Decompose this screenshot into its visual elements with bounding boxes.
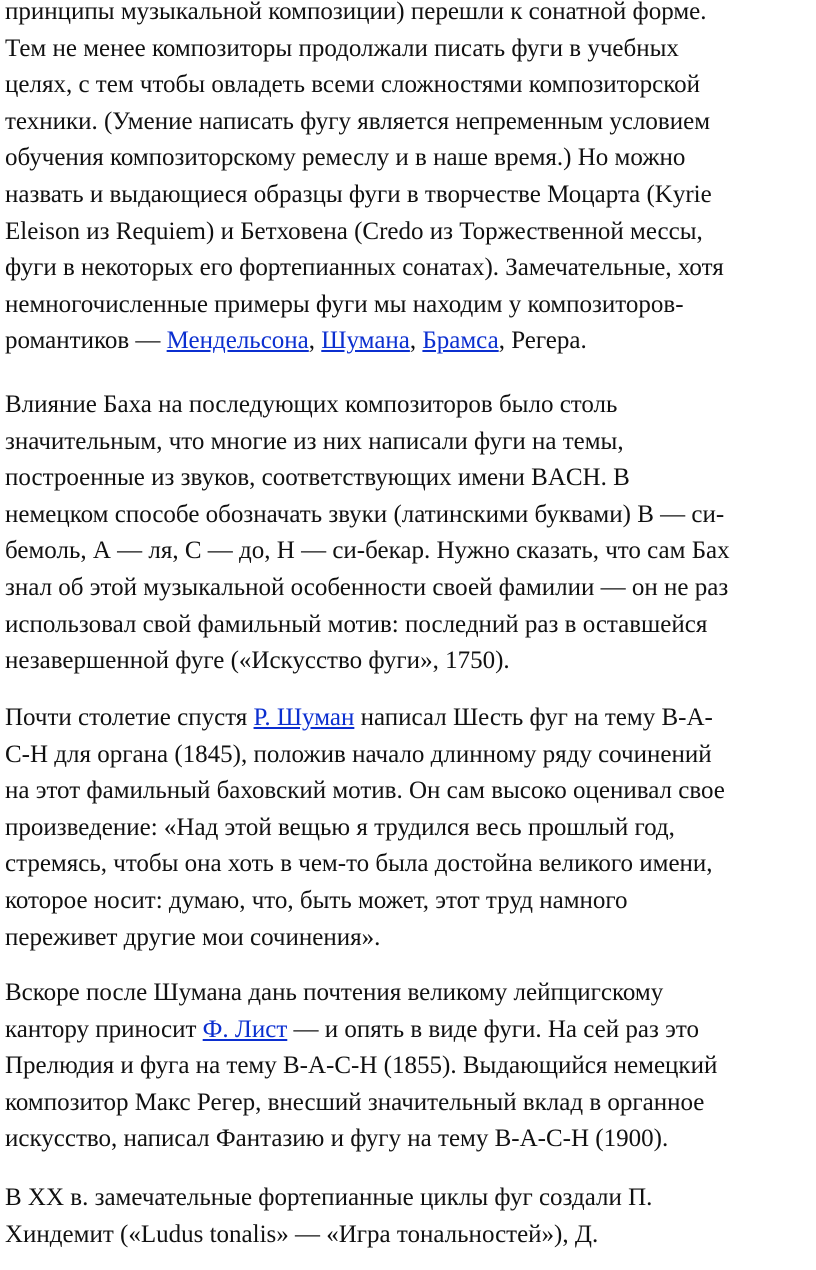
text-line: Тем не менее композиторы продолжали писать фуги в учебных [5,34,679,62]
text-line: принципы музыкальной композиции) перешли к сонатной форме. [5,0,707,25]
text-fragment: , Регера. [498,327,587,355]
text-line: использовал свой фамильный мотив: последний раз в оставшейся [5,610,708,638]
text-line: назвать и выдающиеся образцы фуги в творчестве Моцарта (Kyrie [5,180,712,208]
text-fragment: , [409,327,423,355]
paragraph-twentieth-century [0,1180,652,1253]
text-line: значительным, что многие из них написали фуги на темы, [5,427,624,455]
text-line: знал об этой музыкальной особенности своей фамилии — он не раз [5,573,729,601]
text-line: переживет другие мои сочинения». [5,923,381,951]
text-line-with-link [5,700,725,737]
text-fragment: , [308,327,322,355]
link-mendelssohn[interactable]: Мендельсона [166,327,309,355]
text-line-romantics [5,323,724,360]
text-line: В XX в. замечательные фортепианные циклы фуг создали П. [5,1184,653,1211]
text-fragment: романтиков — [5,327,167,355]
text-line: немногочисленные примеры фуги мы находим у композиторов- [5,290,684,318]
paragraph-fugue-tradition [0,0,724,360]
text-line: Eleison из Requiem) и Бетховена (Credo из Торжественной мессы, [5,217,703,245]
text-line: Влияние Баха на последующих композиторов было столь [5,391,618,418]
text-fragment: кантору приносит [5,1015,203,1043]
text-line: построенные из звуков, соответствующих имени BACH. В [5,464,630,492]
text-fragment: Почти столетие спустя [5,704,254,731]
text-line: целях, с тем чтобы овладеть всеми сложностями композиторской [5,71,701,99]
text-line: стремясь, чтобы она хоть в чем-то была достойна великого имени, [5,850,713,878]
text-fragment: написал Шесть фуг на тему В-А- [354,704,713,731]
link-r-schumann[interactable]: Р. Шуман [253,704,355,731]
text-line: Прелюдия и фуга на тему В-А-С-Н (1855). Выдающийся немецкий [5,1052,718,1080]
text-line: на этот фамильный баховский мотив. Он сам высоко оценивал свое [5,777,725,805]
link-f-liszt[interactable]: Ф. Лист [202,1015,288,1043]
text-line: незавершенной фуге («Искусство фуги», 1750). [5,647,510,675]
text-line: С-Н для органа (1845), положив начало длинному ряду сочинений [5,740,712,768]
text-line: Хиндемит («Ludus tonalis» — «Игра тональностей»), Д. [5,1220,599,1248]
text-line: композитор Макс Регер, внесший значительный вклад в органное [5,1088,705,1116]
text-line: немецком способе обозначать звуки (латинскими буквами) В — си- [5,500,725,528]
text-line: искусство, написал Фантазию и фугу на тему В-А-С-Н (1900). [5,1125,669,1153]
text-line: Вскоре после Шумана дань почтения великому лейпцигскому [5,979,664,1006]
text-line: бемоль, А — ля, С — до, Н — си-бекар. Нужно сказать, что сам Бах [5,537,730,565]
paragraph-bach-influence [0,387,730,680]
text-line: обучения композиторскому ремеслу и в наше время.) Но можно [5,144,686,172]
paragraph-liszt-reger [0,975,717,1158]
text-line: техники. (Умение написать фугу является непременным условием [5,107,711,135]
paragraph-schumann-bach-fugues [0,700,725,956]
link-schumann[interactable]: Шумана [321,327,410,355]
text-line: фуги в некоторых его фортепианных сонатах). Замечательные, хотя [5,254,724,282]
text-line: произведение: «Над этой вещью я трудился весь прошлый год, [5,813,675,841]
link-brahms[interactable]: Брамса [422,327,499,355]
text-line: которое носит: думаю, что, быть может, этот труд намного [5,886,628,914]
text-line-with-link [5,1012,717,1049]
text-fragment: — и опять в виде фуги. На сей раз это [287,1015,699,1043]
